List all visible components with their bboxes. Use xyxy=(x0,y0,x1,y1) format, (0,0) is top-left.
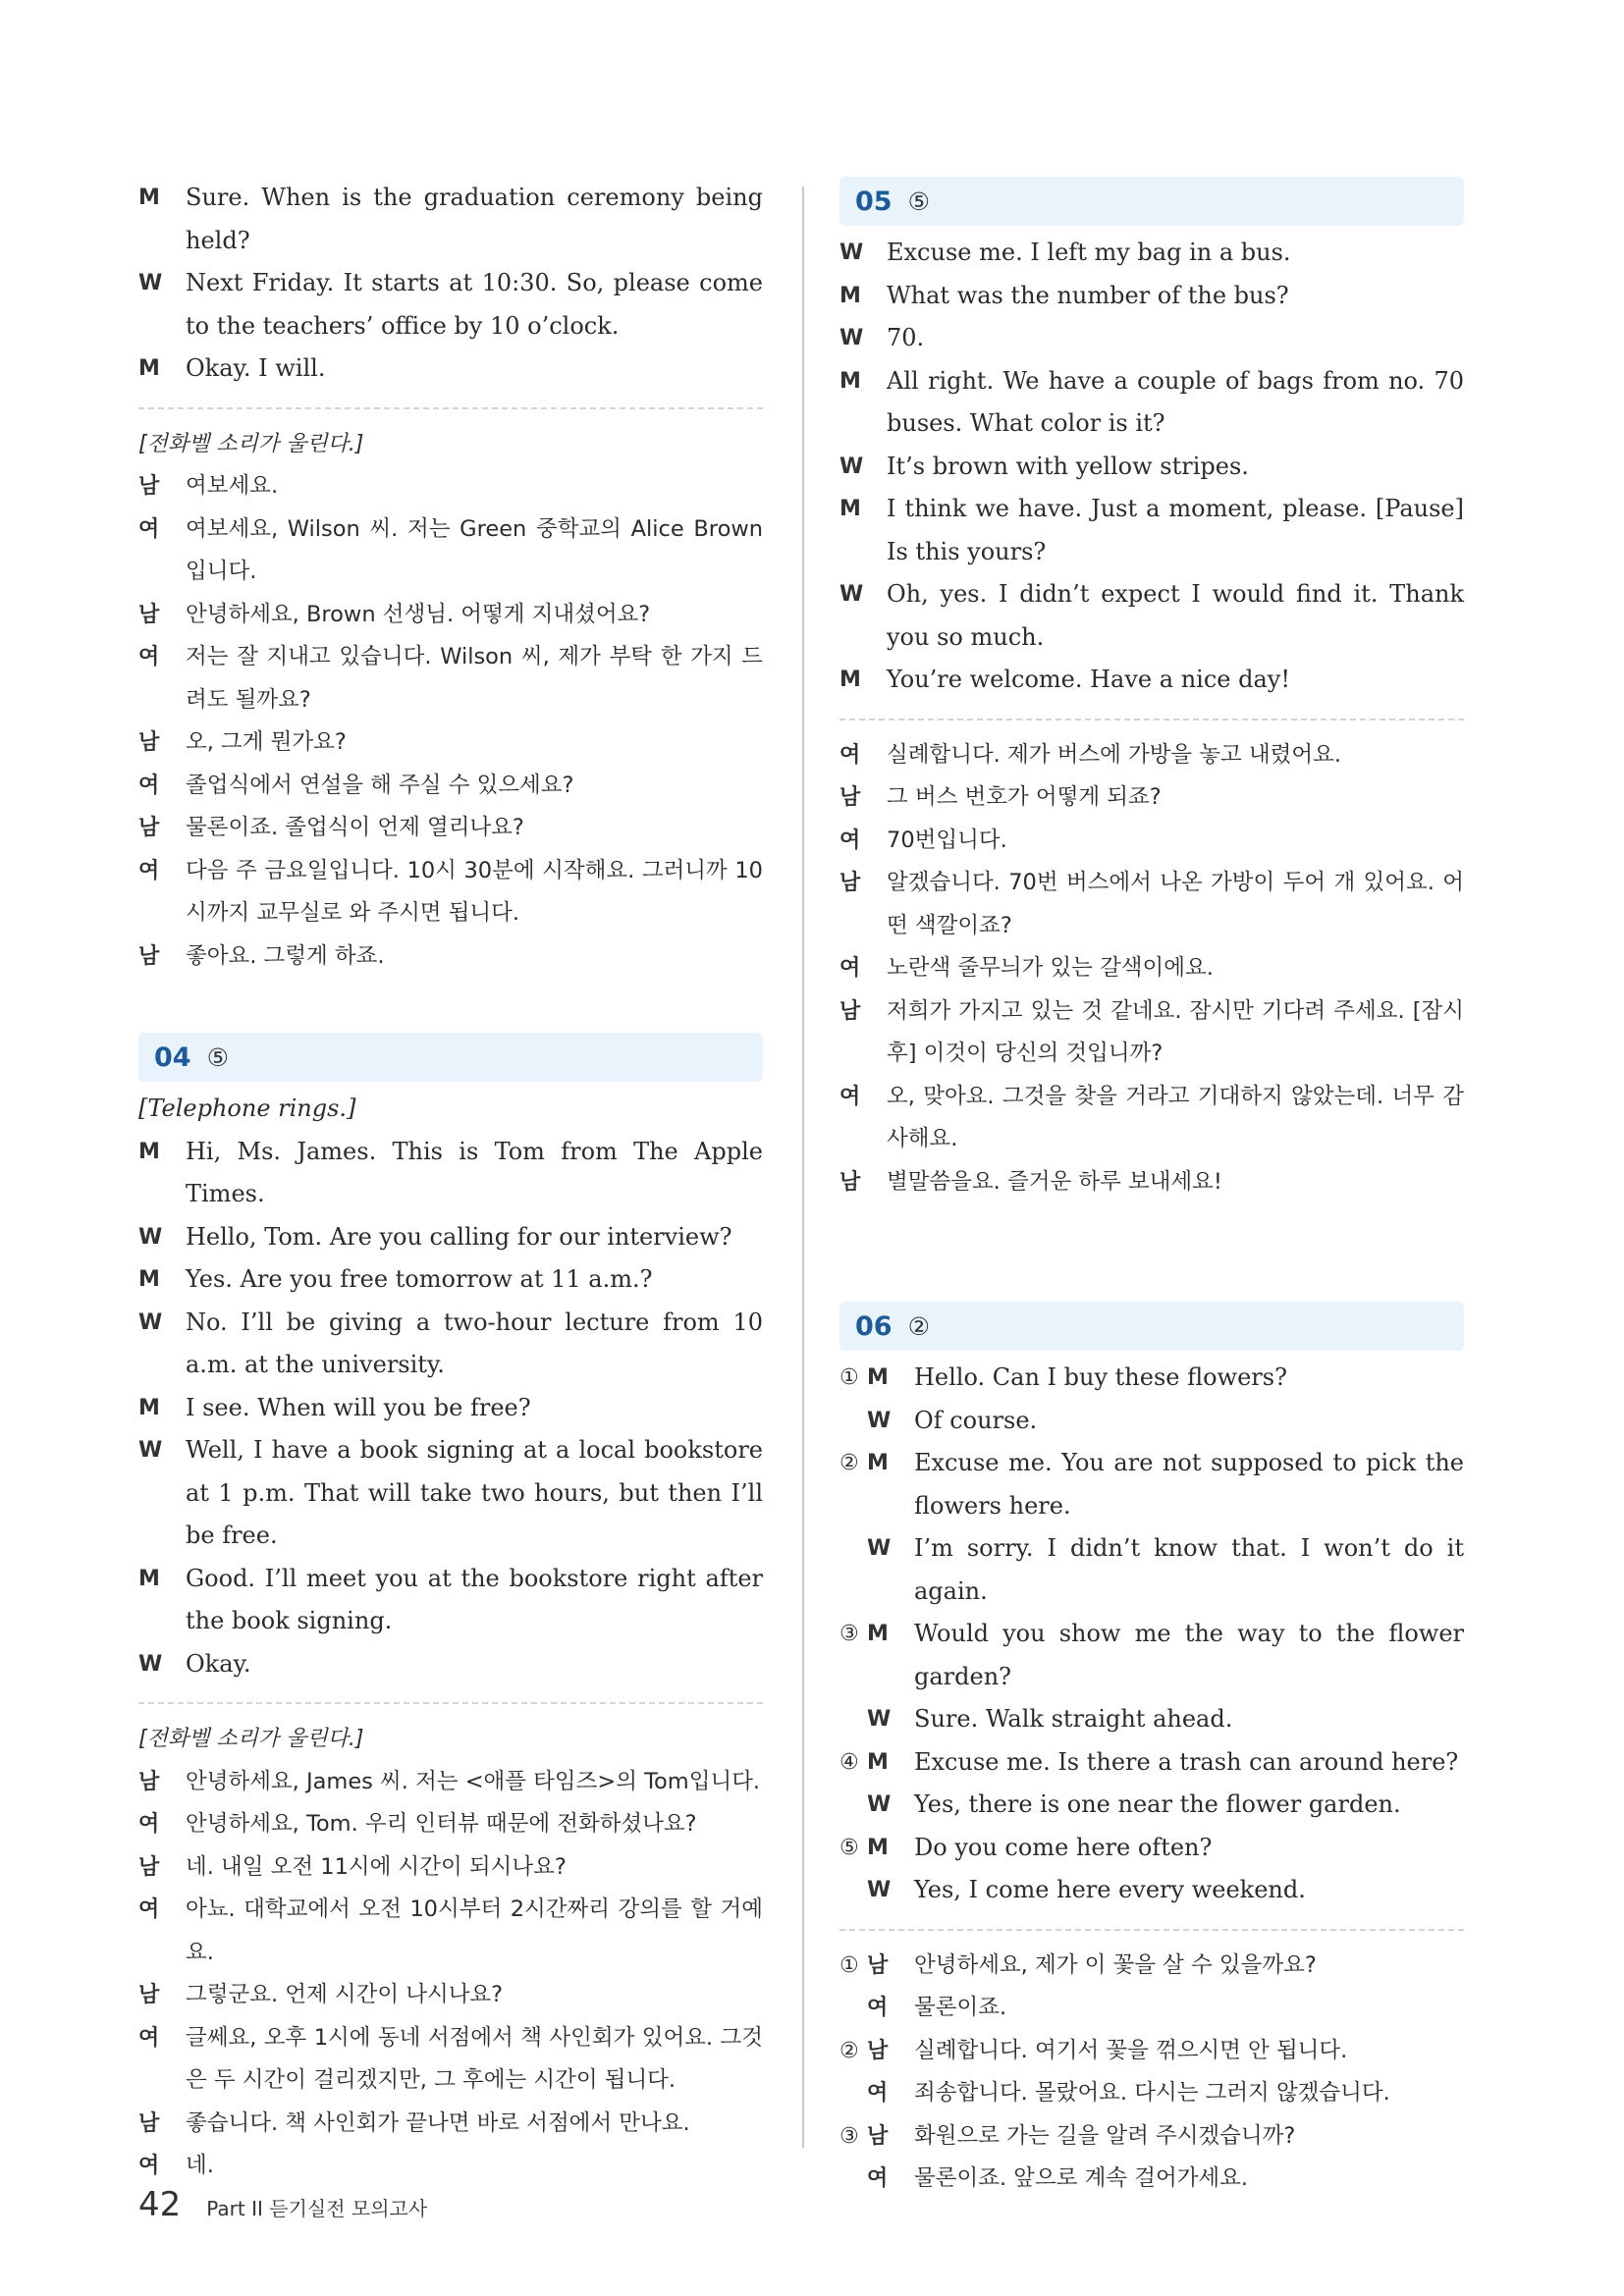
speaker-label: M xyxy=(138,356,160,381)
dialogue-line xyxy=(138,1761,763,1804)
dialogue-line xyxy=(839,2072,1464,2115)
dialogue-text: Good. I’ll meet you at the bookstore right after the book signing. xyxy=(186,1564,763,1634)
dialogue-text: Yes, there is one near the flower garden. xyxy=(914,1790,1401,1818)
dialogue-text: You’re welcome. Have a nice day! xyxy=(887,666,1290,693)
dialogue-line xyxy=(138,1558,763,1643)
speaker-label: 남 xyxy=(138,602,160,627)
dialogue-line xyxy=(138,1429,763,1558)
dialogue-line xyxy=(839,1613,1464,1698)
dialogue-text: 네. xyxy=(186,2153,214,2178)
dialogue-line xyxy=(839,1987,1464,2030)
speaker-label xyxy=(839,1784,914,1827)
q05-korean-dialogue xyxy=(839,734,1464,1204)
option-number: ③ xyxy=(839,2123,859,2149)
dialogue-text: 화원으로 가는 길을 알려 주시겠습니까? xyxy=(914,2122,1296,2149)
q06-korean-dialogue xyxy=(839,1945,1464,2201)
dialogue-line xyxy=(138,721,763,765)
dialogue-text: Sure. When is the graduation ceremony being held? xyxy=(186,184,763,254)
dialogue-line xyxy=(839,1741,1464,1785)
dialogue-line xyxy=(138,2145,763,2188)
dialogue-line xyxy=(839,275,1464,318)
dialogue-text: 물론이죠. 졸업식이 언제 열리나요? xyxy=(186,815,524,840)
speaker-label: W xyxy=(138,1651,163,1677)
speaker-label: M xyxy=(138,1566,160,1591)
dialogue-text: Excuse me. You are not supposed to pick the flowers here. xyxy=(914,1449,1464,1520)
speaker-letter: W xyxy=(867,1707,892,1732)
dialogue-line xyxy=(839,360,1464,446)
option-number: ③ xyxy=(839,1622,859,1646)
dialogue-line xyxy=(839,1869,1464,1912)
separator xyxy=(138,407,763,409)
speaker-label: 남 xyxy=(138,943,160,969)
dialogue-text: 안녕하세요, James 씨. 저는 <애플 타임즈>의 Tom입니다. xyxy=(186,1768,761,1794)
column-divider xyxy=(802,187,804,2148)
dialogue-text: Of course. xyxy=(914,1406,1038,1434)
dialogue-line xyxy=(839,1698,1464,1741)
speaker-label xyxy=(839,1869,914,1912)
speaker-label xyxy=(839,1357,914,1400)
q05-header xyxy=(839,177,1464,226)
dialogue-text: It’s brown with yellow stripes. xyxy=(887,452,1249,480)
speaker-label: 여 xyxy=(839,742,861,768)
speaker-label: W xyxy=(839,326,864,350)
speaker-label: 남 xyxy=(138,474,160,499)
q05-number: 05 xyxy=(855,186,893,217)
dialogue-line xyxy=(138,347,763,391)
dialogue-text: Yes, I come here every weekend. xyxy=(914,1876,1306,1903)
speaker-label: 여 xyxy=(839,1084,861,1109)
dialogue-line xyxy=(138,1216,763,1259)
speaker-label: 남 xyxy=(138,1983,160,2007)
dialogue-line xyxy=(839,1827,1464,1870)
dialogue-text: Next Friday. It starts at 10:30. So, please come to the teachers’ office by 10 o’clock. xyxy=(186,269,763,340)
dialogue-line xyxy=(839,659,1464,702)
speaker-label: W xyxy=(138,1438,163,1463)
q04-korean-dialogue xyxy=(138,1761,763,2188)
dialogue-text: 여보세요, Wilson 씨. 저는 Green 중학교의 Alice Brown입니다. xyxy=(186,515,763,584)
dialogue-text: 70번입니다. xyxy=(887,827,1007,853)
dialogue-text: Okay. xyxy=(186,1649,251,1678)
separator xyxy=(138,1702,763,1704)
dialogue-text: 물론이죠. xyxy=(914,1995,1007,2020)
speaker-label xyxy=(839,2115,914,2159)
speaker-label: 여 xyxy=(138,1812,160,1837)
speaker-label: 여 xyxy=(138,2154,160,2178)
dialogue-text: 그렇군요. 언제 시간이 나시나요? xyxy=(186,1982,504,2007)
right-column xyxy=(839,177,1464,2201)
speaker-letter: W xyxy=(867,1878,892,1902)
dialogue-line xyxy=(839,1527,1464,1613)
option-number: ④ xyxy=(839,1749,859,1775)
option-number: ⑤ xyxy=(839,1835,859,1860)
speaker-label: W xyxy=(138,1309,163,1335)
speaker-label xyxy=(839,2030,914,2073)
speaker-label: M xyxy=(138,1139,160,1164)
q04-number: 04 xyxy=(154,1041,191,1073)
dialogue-line xyxy=(839,1076,1464,1161)
dialogue-line xyxy=(839,1161,1464,1204)
dialogue-line xyxy=(839,1357,1464,1400)
speaker-label: 여 xyxy=(138,773,160,798)
dialogue-text: Do you come here often? xyxy=(914,1833,1213,1861)
option-number: ② xyxy=(839,2038,859,2063)
dialogue-line xyxy=(138,1889,763,1974)
dialogue-line xyxy=(138,807,763,850)
speaker-letter: W xyxy=(867,1792,892,1817)
separator xyxy=(839,719,1464,721)
speaker-label xyxy=(839,1400,914,1443)
dialogue-line xyxy=(138,1803,763,1846)
speaker-label: M xyxy=(839,283,861,308)
speaker-label: M xyxy=(138,186,160,210)
option-number: ① xyxy=(839,1952,859,1978)
speaker-label xyxy=(839,1527,914,1613)
dialogue-text: I think we have. Just a moment, please. [Pause] Is this yours? xyxy=(887,495,1464,565)
dialogue-text: 다음 주 금요일입니다. 10시 30분에 시작해요. 그러니까 10시까지 교무실로 와 주시면 됩니다. xyxy=(186,857,763,926)
speaker-letter: 여 xyxy=(867,1996,889,2020)
dialogue-text: 오, 그게 뭔가요? xyxy=(186,729,347,755)
dialogue-text: 죄송합니다. 몰랐어요. 다시는 그러지 않겠습니다. xyxy=(914,2080,1390,2106)
option-number xyxy=(839,1869,867,1912)
speaker-label: W xyxy=(839,240,864,265)
dialogue-text: 좋습니다. 책 사인회가 끝나면 바로 서점에서 만나요. xyxy=(186,2109,690,2136)
speaker-label xyxy=(839,1827,914,1870)
option-number xyxy=(839,1400,867,1443)
q06-answer: ② xyxy=(907,1311,930,1341)
dialogue-line xyxy=(138,1302,763,1387)
speaker-label: W xyxy=(839,582,864,607)
dialogue-line xyxy=(839,2158,1464,2201)
speaker-letter: W xyxy=(867,1536,892,1561)
dialogue-line xyxy=(138,594,763,637)
option-number xyxy=(839,1527,867,1613)
q03-korean-stage-direction: [전화벨 소리가 울린다.] xyxy=(138,431,364,456)
dialogue-text: 실례합니다. 제가 버스에 가방을 놓고 내렸어요. xyxy=(887,741,1342,768)
speaker-label: 여 xyxy=(138,1897,160,1922)
dialogue-line xyxy=(138,850,763,935)
speaker-letter: M xyxy=(867,1622,889,1646)
dialogue-text: 노란색 줄무늬가 있는 갈색이에요. xyxy=(887,955,1214,981)
dialogue-text: Hi, Ms. James. This is Tom from The Apple Times. xyxy=(186,1137,763,1207)
option-number xyxy=(839,2072,867,2115)
dialogue-text: 안녕하세요, Tom. 우리 인터뷰 때문에 전화하셨나요? xyxy=(186,1811,697,1837)
dialogue-text: No. I’ll be giving a two-hour lecture from 10 a.m. at the university. xyxy=(186,1308,763,1378)
q06-english-dialogue xyxy=(839,1357,1464,1912)
option-number xyxy=(839,1784,867,1827)
dialogue-line xyxy=(839,2115,1464,2159)
q04-answer: ⑤ xyxy=(206,1042,229,1072)
dialogue-line xyxy=(138,2103,763,2146)
speaker-letter: 남 xyxy=(867,2123,889,2149)
dialogue-text: Okay. I will. xyxy=(186,354,326,382)
dialogue-line xyxy=(839,947,1464,990)
q06-number: 06 xyxy=(855,1310,893,1342)
dialogue-text: I’m sorry. I didn’t know that. I won’t do it again. xyxy=(914,1534,1464,1605)
dialogue-text: 안녕하세요, 제가 이 꽃을 살 수 있을까요? xyxy=(914,1951,1317,1978)
dialogue-line xyxy=(839,862,1464,947)
speaker-label xyxy=(839,2158,914,2201)
dialogue-line xyxy=(138,935,763,979)
speaker-label: 여 xyxy=(839,828,861,853)
speaker-label: M xyxy=(138,1267,160,1292)
q03-korean-dialogue xyxy=(138,465,763,978)
option-number xyxy=(839,2158,867,2201)
speaker-letter: 남 xyxy=(867,1952,889,1978)
dialogue-text: 물론이죠. 앞으로 계속 걸어가세요. xyxy=(914,2165,1249,2191)
q06-header xyxy=(839,1302,1464,1351)
dialogue-text: 저희가 가지고 있는 것 같네요. 잠시만 기다려 주세요. [잠시 후] 이것이 당신의 것입니까? xyxy=(887,997,1464,1066)
speaker-label: 남 xyxy=(839,785,861,810)
dialogue-text: 실례합니다. 여기서 꽃을 꺾으시면 안 됩니다. xyxy=(914,2037,1348,2063)
dialogue-line xyxy=(839,232,1464,275)
dialogue-line xyxy=(839,776,1464,820)
speaker-label: M xyxy=(839,368,861,394)
separator xyxy=(839,1929,1464,1931)
speaker-letter: 여 xyxy=(867,2166,889,2191)
dialogue-text: 별말씀을요. 즐거운 하루 보내세요! xyxy=(887,1168,1222,1195)
speaker-label: 여 xyxy=(138,2025,160,2051)
dialogue-text: 알겠습니다. 70번 버스에서 나온 가방이 두어 개 있어요. 어떤 색깔이죠? xyxy=(887,870,1464,938)
q04-english-dialogue xyxy=(138,1131,763,1686)
page-footer xyxy=(138,2185,427,2224)
option-number xyxy=(839,1987,867,2030)
option-number xyxy=(839,1698,867,1741)
speaker-letter: M xyxy=(867,1835,889,1860)
dialogue-line xyxy=(839,734,1464,777)
speaker-label xyxy=(839,1698,914,1741)
dialogue-text: Excuse me. Is there a trash can around here? xyxy=(914,1747,1459,1776)
q05-english-dialogue xyxy=(839,232,1464,702)
speaker-label: 여 xyxy=(138,858,160,883)
speaker-label: 여 xyxy=(138,645,160,669)
speaker-label: 남 xyxy=(138,2110,160,2136)
q03-english-dialogue xyxy=(138,177,763,391)
speaker-label xyxy=(839,1442,914,1527)
q05-answer: ⑤ xyxy=(907,187,930,216)
dialogue-text: 오, 맞아요. 그것을 찾을 거라고 기대하지 않았는데. 너무 감사해요. xyxy=(887,1083,1464,1151)
dialogue-line xyxy=(138,1643,763,1686)
dialogue-text: Would you show me the way to the flower garden? xyxy=(914,1620,1464,1690)
dialogue-line xyxy=(138,765,763,808)
speaker-label: W xyxy=(839,454,864,479)
dialogue-text: Hello, Tom. Are you calling for our interview? xyxy=(186,1222,732,1251)
dialogue-text: 졸업식에서 연설을 해 주실 수 있으세요? xyxy=(186,772,574,798)
speaker-label: 여 xyxy=(138,516,160,542)
speaker-letter: M xyxy=(867,1451,889,1475)
dialogue-line xyxy=(138,262,763,347)
dialogue-line xyxy=(839,2030,1464,2073)
speaker-label: 남 xyxy=(839,1169,861,1195)
speaker-label: M xyxy=(839,497,861,521)
speaker-label xyxy=(839,1613,914,1698)
dialogue-line xyxy=(138,177,763,262)
dialogue-line xyxy=(839,990,1464,1076)
q04-header xyxy=(138,1033,763,1082)
left-column xyxy=(138,177,763,2188)
dialogue-line xyxy=(138,1974,763,2017)
dialogue-text: Excuse me. I left my bag in a bus. xyxy=(887,239,1291,266)
dialogue-line xyxy=(839,317,1464,360)
speaker-label: W xyxy=(138,1224,163,1250)
speaker-label xyxy=(839,1987,914,2030)
dialogue-text: I see. When will you be free? xyxy=(186,1393,531,1421)
q04-korean-stage-direction: [전화벨 소리가 울린다.] xyxy=(138,1727,364,1751)
dialogue-line xyxy=(839,446,1464,489)
speaker-label: 남 xyxy=(138,816,160,840)
speaker-label: 남 xyxy=(138,1769,160,1794)
dialogue-text: Oh, yes. I didn’t expect I would find it. Thank you so much. xyxy=(887,580,1464,651)
dialogue-text: 여보세요. xyxy=(186,473,279,499)
dialogue-line xyxy=(138,1846,763,1890)
speaker-label xyxy=(839,2072,914,2115)
speaker-label: W xyxy=(138,271,163,295)
dialogue-line xyxy=(138,508,763,594)
dialogue-line xyxy=(839,1400,1464,1443)
dialogue-text: 저는 잘 지내고 있습니다. Wilson 씨, 제가 부탁 한 가지 드려도 될까요? xyxy=(186,644,763,713)
page-section-label: Part II 듣기실전 모의고사 xyxy=(206,2197,428,2220)
dialogue-text: 글쎄요, 오후 1시에 동네 서점에서 책 사인회가 있어요. 그것은 두 시간이 걸리겠지만, 그 후에는 시간이 됩니다. xyxy=(186,2024,763,2093)
dialogue-text: Sure. Walk straight ahead. xyxy=(914,1705,1233,1733)
dialogue-line xyxy=(138,1258,763,1302)
speaker-label xyxy=(839,1741,914,1785)
dialogue-text: 좋아요. 그렇게 하죠. xyxy=(186,942,385,969)
q04-stage-direction: [Telephone rings.] xyxy=(138,1095,356,1122)
dialogue-line xyxy=(138,465,763,508)
dialogue-line xyxy=(138,1131,763,1216)
page-number: 42 xyxy=(138,2185,182,2224)
speaker-label xyxy=(839,1945,914,1988)
speaker-letter: 남 xyxy=(867,2038,889,2063)
dialogue-line xyxy=(839,1784,1464,1827)
dialogue-line xyxy=(138,636,763,721)
dialogue-text: What was the number of the bus? xyxy=(887,281,1289,309)
dialogue-text: 안녕하세요, Brown 선생님. 어떻게 지내셨어요? xyxy=(186,601,651,627)
dialogue-line xyxy=(839,488,1464,573)
speaker-label: 남 xyxy=(839,871,861,895)
dialogue-text: Yes. Are you free tomorrow at 11 a.m.? xyxy=(186,1265,653,1293)
dialogue-text: 아뇨. 대학교에서 오전 10시부터 2시간짜리 강의를 할 거예요. xyxy=(186,1896,763,1965)
dialogue-line xyxy=(138,1387,763,1430)
speaker-label: M xyxy=(839,667,861,692)
speaker-label: 남 xyxy=(138,1854,160,1880)
speaker-letter: W xyxy=(867,1408,892,1433)
option-number: ① xyxy=(839,1365,859,1390)
dialogue-text: 70. xyxy=(887,324,925,351)
dialogue-text: 그 버스 번호가 어떻게 되죠? xyxy=(887,784,1162,810)
option-number: ② xyxy=(839,1451,859,1475)
speaker-label: 남 xyxy=(839,998,861,1024)
dialogue-text: All right. We have a couple of bags from no. 70 buses. What color is it? xyxy=(887,366,1464,437)
dialogue-text: 네. 내일 오전 11시에 시간이 되시나요? xyxy=(186,1853,567,1880)
dialogue-text: Hello. Can I buy these flowers? xyxy=(914,1363,1287,1391)
speaker-letter: M xyxy=(867,1749,889,1775)
speaker-label: 남 xyxy=(138,730,160,755)
dialogue-line xyxy=(839,1945,1464,1988)
speaker-label: 여 xyxy=(839,956,861,981)
dialogue-line xyxy=(138,2017,763,2103)
dialogue-line xyxy=(839,573,1464,659)
speaker-label: M xyxy=(138,1395,160,1420)
dialogue-line xyxy=(839,1442,1464,1527)
speaker-letter: 여 xyxy=(867,2081,889,2106)
speaker-letter: M xyxy=(867,1365,889,1390)
dialogue-line xyxy=(839,820,1464,863)
dialogue-text: Well, I have a book signing at a local bookstore at 1 p.m. That will take two hours, but then I’ll be free. xyxy=(186,1436,763,1549)
